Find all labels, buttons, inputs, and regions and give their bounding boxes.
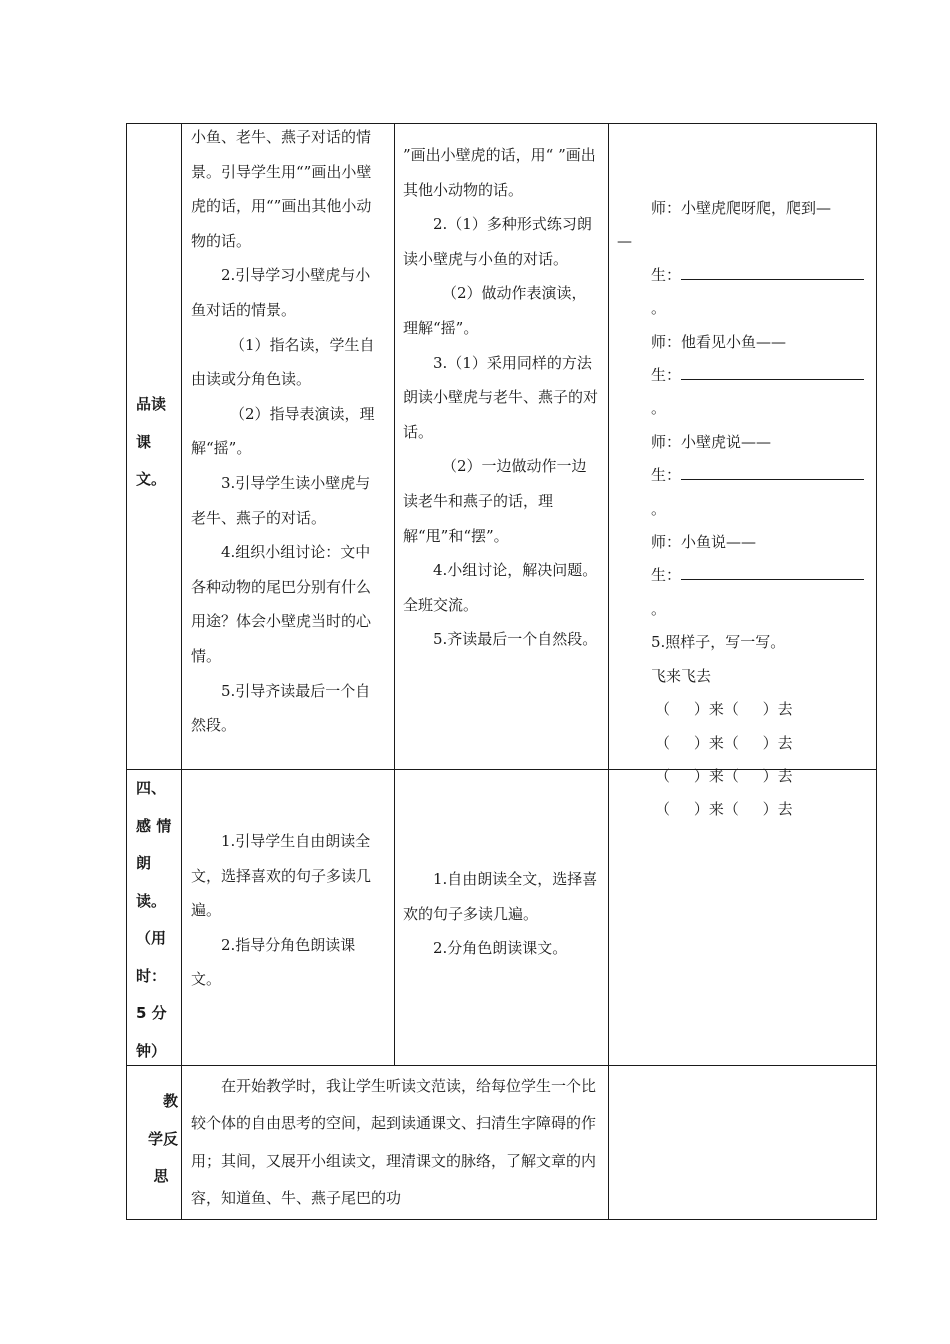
row2-label-line: 5 分 xyxy=(136,1004,167,1022)
line-end: 。 xyxy=(651,299,667,318)
line-end: 。 xyxy=(651,499,667,518)
dialogue-student-line xyxy=(617,259,871,326)
student-prefix: 生： xyxy=(651,466,682,485)
row1-label-line: 品读 xyxy=(136,395,167,413)
exercise-task: 5.照样子，写一写。 xyxy=(651,633,786,652)
dialogue-teacher-line: 师：小壁虎爬呀爬，爬到— xyxy=(651,199,832,217)
row3-label-line: 教 xyxy=(162,1092,178,1110)
answer-blank-2[interactable] xyxy=(681,362,864,380)
exercise-pattern[interactable]: （ ）来（ ）去 xyxy=(655,766,793,785)
teacher-paragraph: 5.引导齐读最后一个自然段。 xyxy=(191,681,371,735)
row2-label-line: 读。 xyxy=(136,891,167,910)
exercise-pattern[interactable]: （ ）来（ ）去 xyxy=(655,800,793,819)
table-border-right xyxy=(876,123,877,1220)
row2-student-cell xyxy=(403,862,599,966)
row3-label-line: 学反 xyxy=(147,1129,178,1148)
student-paragraph: （2）做动作表演读，理解“摇”。 xyxy=(403,284,587,337)
teacher-paragraph: 2.引导学习小壁虎与小鱼对话的情景。 xyxy=(191,266,371,319)
student-prefix: 生： xyxy=(651,366,682,385)
row2-label-line: 时： xyxy=(136,966,167,985)
table-border-left xyxy=(126,123,127,1220)
student-paragraph: 1.自由朗读全文，选择喜欢的句子多读几遍。 xyxy=(403,870,598,923)
dialogue-student-line xyxy=(617,459,871,526)
dialogue-student-line xyxy=(617,559,871,626)
row1-label xyxy=(136,386,176,499)
reflection-cell xyxy=(191,1068,599,1217)
row2-label xyxy=(136,770,180,1070)
col-divider-label xyxy=(181,123,182,1220)
row2-label-line: 朗 xyxy=(136,854,152,872)
row2-label-line: 感 情 xyxy=(136,816,172,835)
student-prefix: 生： xyxy=(651,566,682,585)
row2-label-line: 四、 xyxy=(136,779,167,797)
student-paragraph: 3.（1）采用同样的方法朗读小壁虎与老牛、燕子的对话。 xyxy=(403,353,599,441)
exercise-pattern[interactable]: （ ）来（ ）去 xyxy=(655,700,793,719)
row-divider-2 xyxy=(126,1065,877,1066)
teacher-paragraph: 1.引导学生自由朗读全文，选择喜欢的句子多读几遍。 xyxy=(191,832,372,920)
table-border-bottom xyxy=(126,1219,877,1220)
answer-blank-4[interactable] xyxy=(681,562,864,580)
row1-label-line: 课 xyxy=(136,432,152,451)
row2-label-line: （用 xyxy=(136,929,167,947)
teacher-paragraph: 3.引导学生读小壁虎与老牛、燕子的对话。 xyxy=(191,473,371,527)
dialogue-teacher-line: 师：小鱼说—— xyxy=(651,533,757,552)
col-divider-student xyxy=(608,123,609,1220)
teacher-paragraph: 2.指导分角色朗读课文。 xyxy=(191,935,356,989)
dialogue-teacher-line: 师：他看见小鱼—— xyxy=(651,332,787,351)
row1-label-line: 文。 xyxy=(136,470,167,488)
line-end: 。 xyxy=(651,599,667,618)
dialogue-student-line xyxy=(617,359,871,426)
row1-teacher-cell xyxy=(191,120,384,743)
student-paragraph: 4.小组讨论，解决问题。全班交流。 xyxy=(403,561,598,614)
row2-teacher-cell xyxy=(191,824,384,997)
row1-student-cell xyxy=(403,138,599,657)
answer-blank-1[interactable] xyxy=(681,262,864,280)
student-paragraph: 2.（1）多种形式练习朗读小壁虎与小鱼的对话。 xyxy=(403,215,592,268)
row2-label-line: 钟） xyxy=(136,1041,167,1060)
exercise-pattern[interactable]: （ ）来（ ）去 xyxy=(655,733,793,752)
col-divider-teacher xyxy=(394,123,395,1065)
teacher-paragraph: 小鱼、老牛、燕子对话的情景。引导学生用“”画出小壁虎的话，用“”画出其他小动物的话。 xyxy=(191,128,372,250)
dialogue-teacher-line-wrap: — xyxy=(617,232,632,251)
row3-label xyxy=(134,1083,178,1196)
answer-blank-3[interactable] xyxy=(681,462,864,480)
student-prefix: 生： xyxy=(651,265,682,284)
student-paragraph: 5.齐读最后一个自然段。 xyxy=(433,630,598,649)
row3-label-line: 思 xyxy=(153,1167,169,1185)
exercise-example: 飞来飞去 xyxy=(651,666,712,685)
lesson-plan-table xyxy=(126,123,877,1220)
student-paragraph: 2.分角色朗读课文。 xyxy=(433,939,568,958)
student-paragraph: （2）一边做动作一边读老牛和燕子的话，理解“甩”和“摆”。 xyxy=(403,457,587,545)
teacher-paragraph: （1）指名读，学生自由读或分角色读。 xyxy=(191,335,375,389)
row1-exercise-cell xyxy=(617,192,871,827)
reflection-paragraph: 在开始教学时，我让学生听读文范读，给每位学生一个比较个体的自由思考的空间，起到读通课文、扫清生字障碍的作用；其间，又展开小组读文，理清课文的脉络，了解文章的内容，知道鱼、牛、燕子尾巴的功 xyxy=(191,1077,597,1207)
dialogue-teacher-line: 师：小壁虎说—— xyxy=(651,432,772,451)
student-paragraph: ”画出小壁虎的话，用“ ”画出其他小动物的话。 xyxy=(403,146,596,199)
line-end: 。 xyxy=(651,399,667,418)
teacher-paragraph: 4.组织小组讨论：文中各种动物的尾巴分别有什么用途？体会小壁虎当时的心情。 xyxy=(191,543,372,665)
teacher-paragraph: （2）指导表演读，理解“摇”。 xyxy=(191,404,375,458)
